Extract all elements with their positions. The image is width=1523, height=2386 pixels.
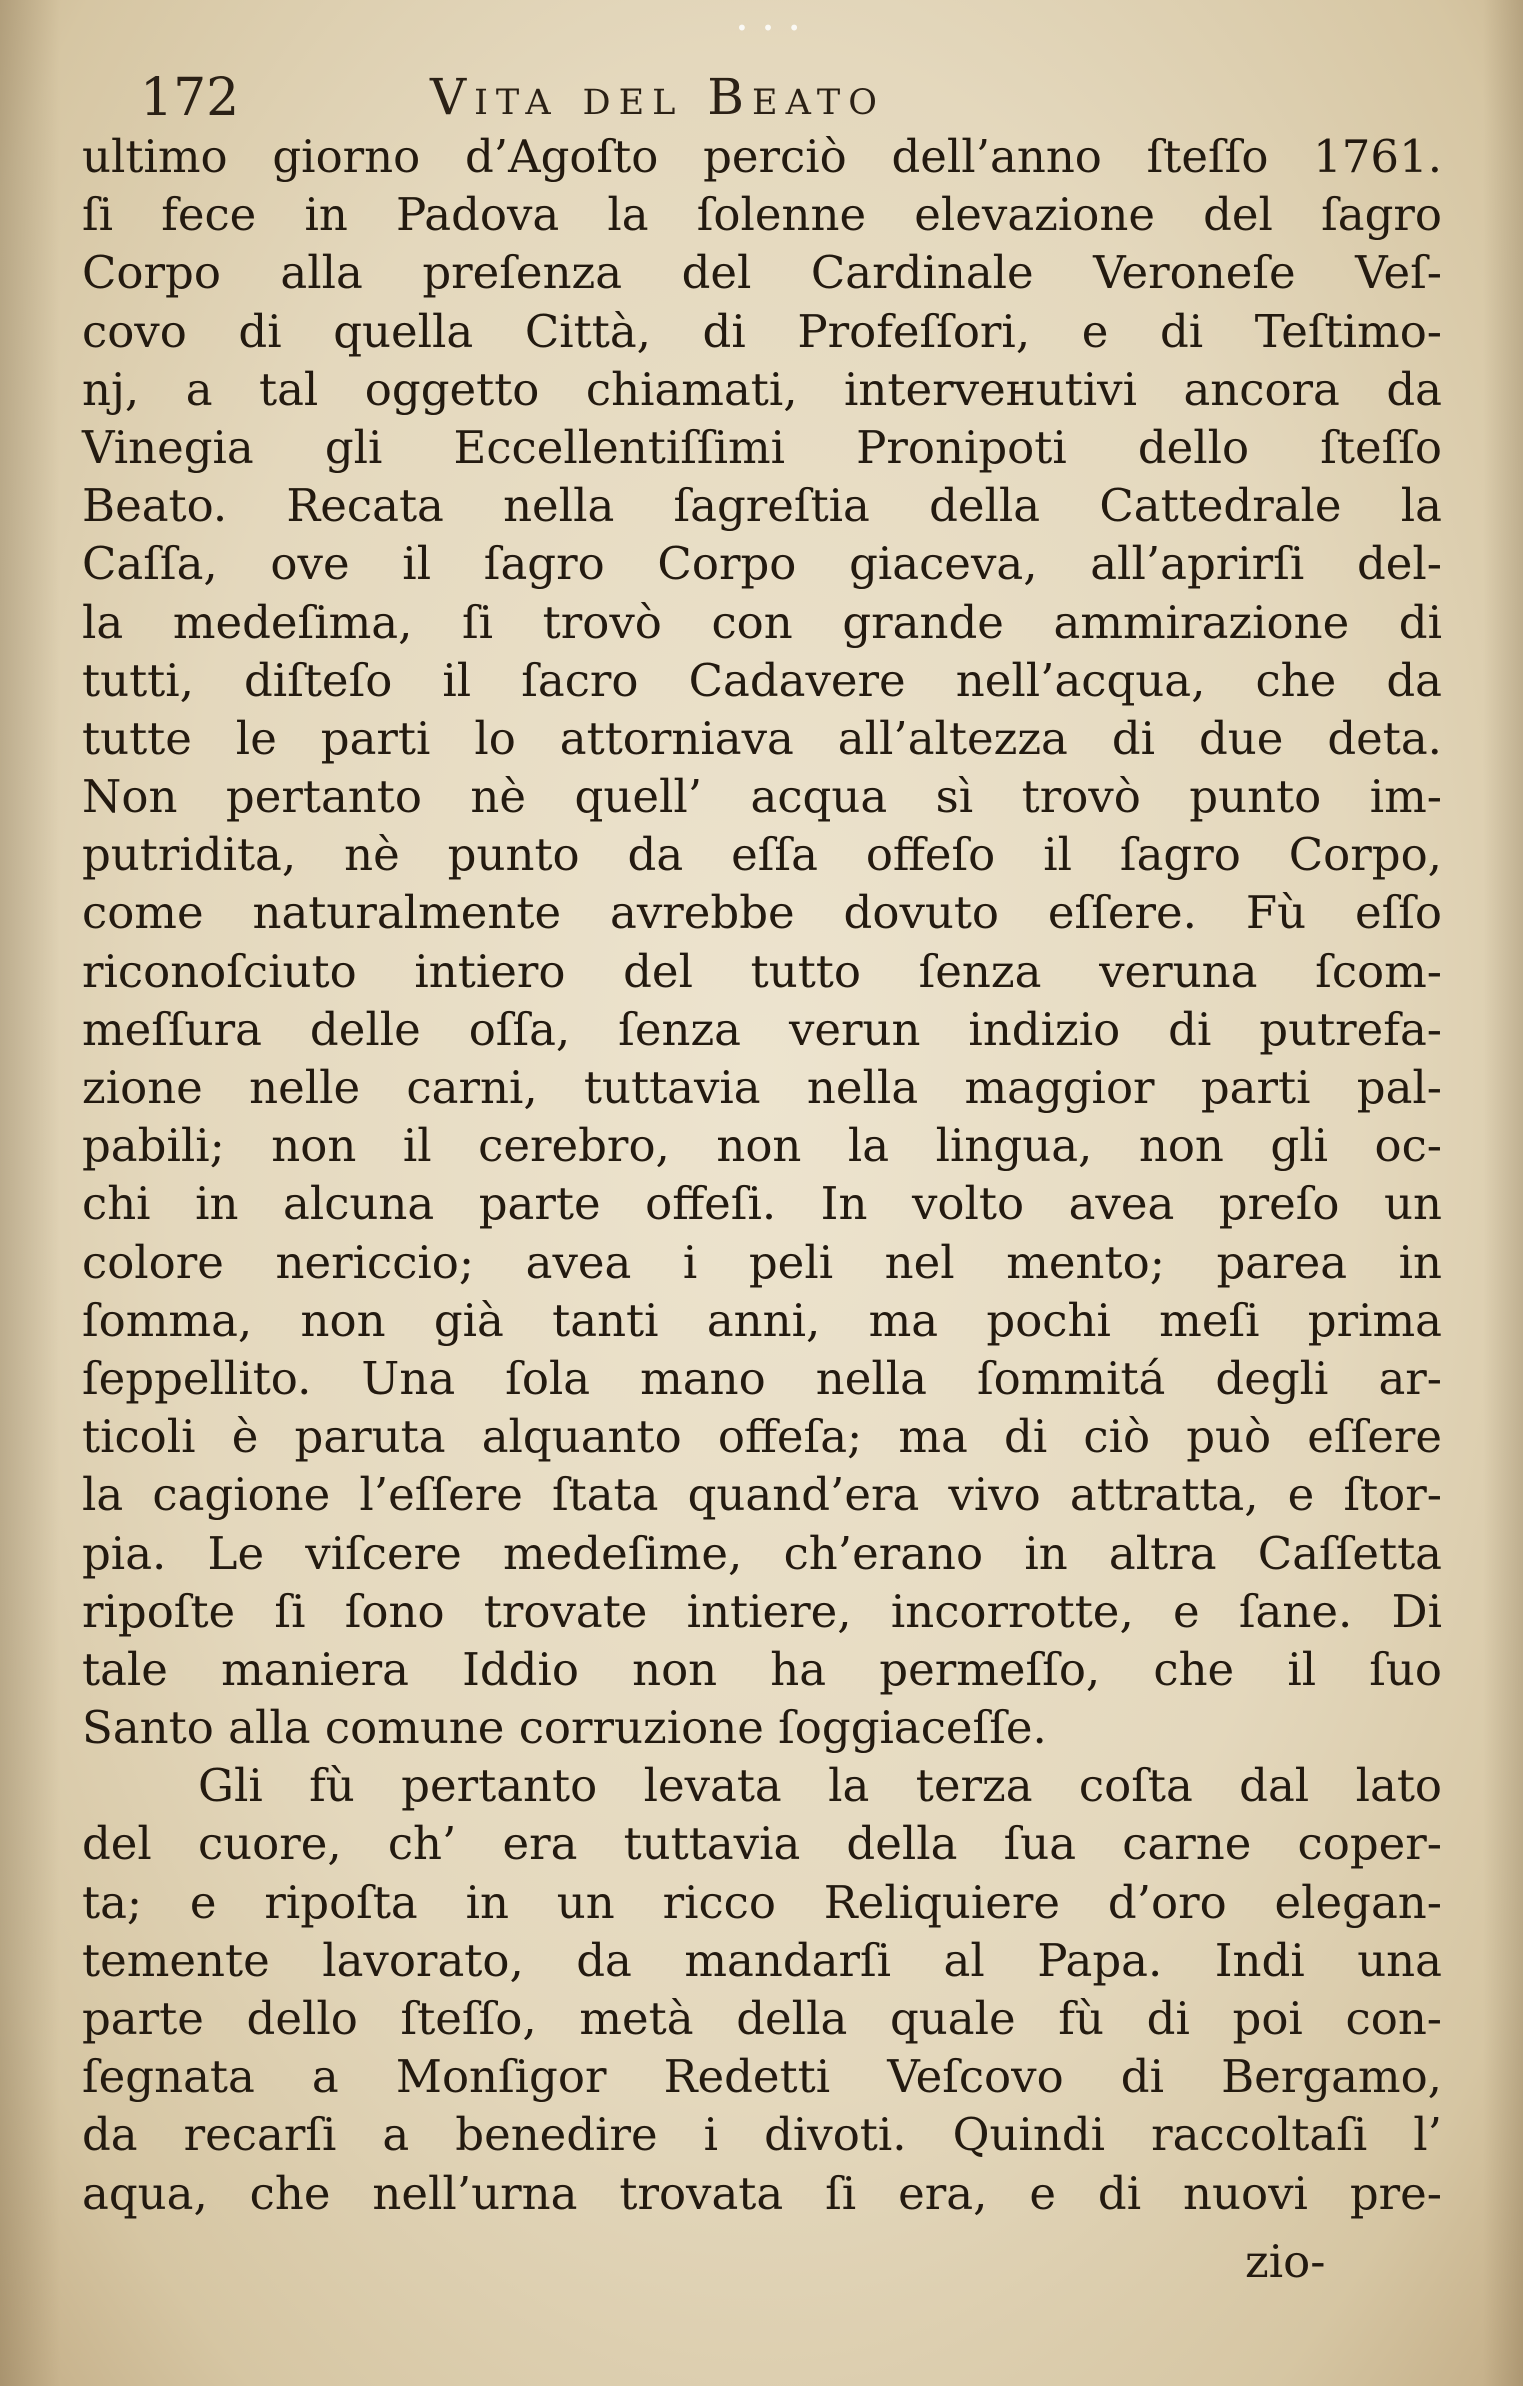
text-line: Caſſa, ove il ſagro Corpo giaceva, all’aprirſi del-	[82, 537, 1442, 591]
text-line: covo di quella Città, di Profeſſori, e di Teſtimo-	[82, 304, 1442, 358]
text-line: pabili; non il cerebro, non la lingua, non gli oc-	[82, 1119, 1442, 1173]
text-line: aqua, che nell’urna trovata ſi era, e di nuovi pre-	[82, 2166, 1442, 2220]
text-line: pia. Le viſcere medeſime, ch’erano in altra Caſſetta	[82, 1526, 1442, 1580]
text-line: come naturalmente avrebbe dovuto eſſere. Fù eſſo	[82, 886, 1442, 940]
text-line: Vinegia gli Eccellentiſſimi Pronipoti dello ſteſſo	[82, 420, 1442, 474]
text-line: Beato. Recata nella ſagreſtia della Cattedrale la	[82, 479, 1442, 533]
text-line: colore nericcio; avea i peli nel mento; parea in	[82, 1235, 1442, 1289]
text-line: meſſura delle oſſa, ſenza verun indizio di putrefa-	[82, 1002, 1442, 1056]
text-line: temente lavorato, da mandarſi al Papa. Indi una	[82, 1933, 1442, 1987]
text-line: Corpo alla preſenza del Cardinale Veroneſe Veſ-	[82, 246, 1442, 300]
paragraph-1	[82, 128, 1442, 1757]
text-line: ſomma, non già tanti anni, ma pochi meſi prima	[82, 1293, 1442, 1347]
text-line: da recarſi a benedire i divoti. Quindi raccoltaſi l’	[82, 2108, 1442, 2162]
catchword: zio-	[1245, 2235, 1326, 2288]
text-line: ſi fece in Padova la ſolenne elevazione del ſagro	[82, 188, 1442, 242]
page-number: 172	[140, 68, 240, 128]
more-options-icon[interactable]: • • •	[736, 16, 805, 40]
text-line: Non pertanto nè quell’ acqua sì trovò punto im-	[82, 770, 1442, 824]
text-line: tutti, diſteſo il ſacro Cadavere nell’acqua, che da	[82, 653, 1442, 707]
text-line: ſegnata a Monſigor Redetti Veſcovo di Bergamo,	[82, 2050, 1442, 2104]
text-line: tale maniera Iddio non ha permeſſo, che il ſuo	[82, 1642, 1442, 1696]
text-line: putridita, nè punto da eſſa offeſo il ſagro Corpo,	[82, 828, 1442, 882]
text-line: la medeſima, ſi trovò con grande ammirazione di	[82, 595, 1442, 649]
body-text	[82, 128, 1442, 2223]
text-line: Gli fù pertanto levata la terza coſta dal lato	[198, 1759, 1442, 1813]
text-line: zione nelle carni, tuttavia nella maggior parti pal-	[82, 1061, 1442, 1114]
text-line: chi in alcuna parte offeſi. In volto avea preſo un	[82, 1177, 1442, 1231]
page-edge-shadow-right	[1483, 0, 1523, 2386]
running-head: Vita del Beato	[430, 68, 885, 126]
text-line: parte dello ſteſſo, metà della quale fù di poi con-	[82, 1992, 1442, 2045]
text-line: ticoli è paruta alquanto offeſa; ma di ciò può eſſere	[82, 1410, 1442, 1464]
page-edge-shadow-left	[0, 0, 60, 2386]
text-line: tutte le parti lo attorniava all’altezza di due deta.	[82, 711, 1442, 765]
text-line: del cuore, ch’ era tuttavia della ſua carne coper-	[82, 1817, 1442, 1871]
text-line: ſeppellito. Una ſola mano nella ſommitá degli ar-	[82, 1351, 1442, 1405]
text-line: ultimo giorno d’Agoſto perciò dell’anno ſteſſo 1761.	[82, 130, 1442, 183]
text-line: riconoſciuto intiero del tutto ſenza veruna ſcom-	[82, 944, 1442, 998]
text-line: ta; e ripoſta in un ricco Reliquiere d’oro elegan-	[82, 1875, 1442, 1929]
text-line: Santo alla comune corruzione ſoggiaceſſe.	[82, 1701, 1047, 1755]
text-line: nj, a tal oggetto chiamati, interveнutivi ancora da	[82, 362, 1442, 416]
paragraph-2	[82, 1757, 1442, 2223]
text-line: ripoſte ſi ſono trovate intiere, incorrotte, e ſane. Di	[82, 1584, 1442, 1638]
text-line: la cagione l’eſſere ſtata quand’era vivo attratta, e ſtor-	[82, 1468, 1442, 1522]
